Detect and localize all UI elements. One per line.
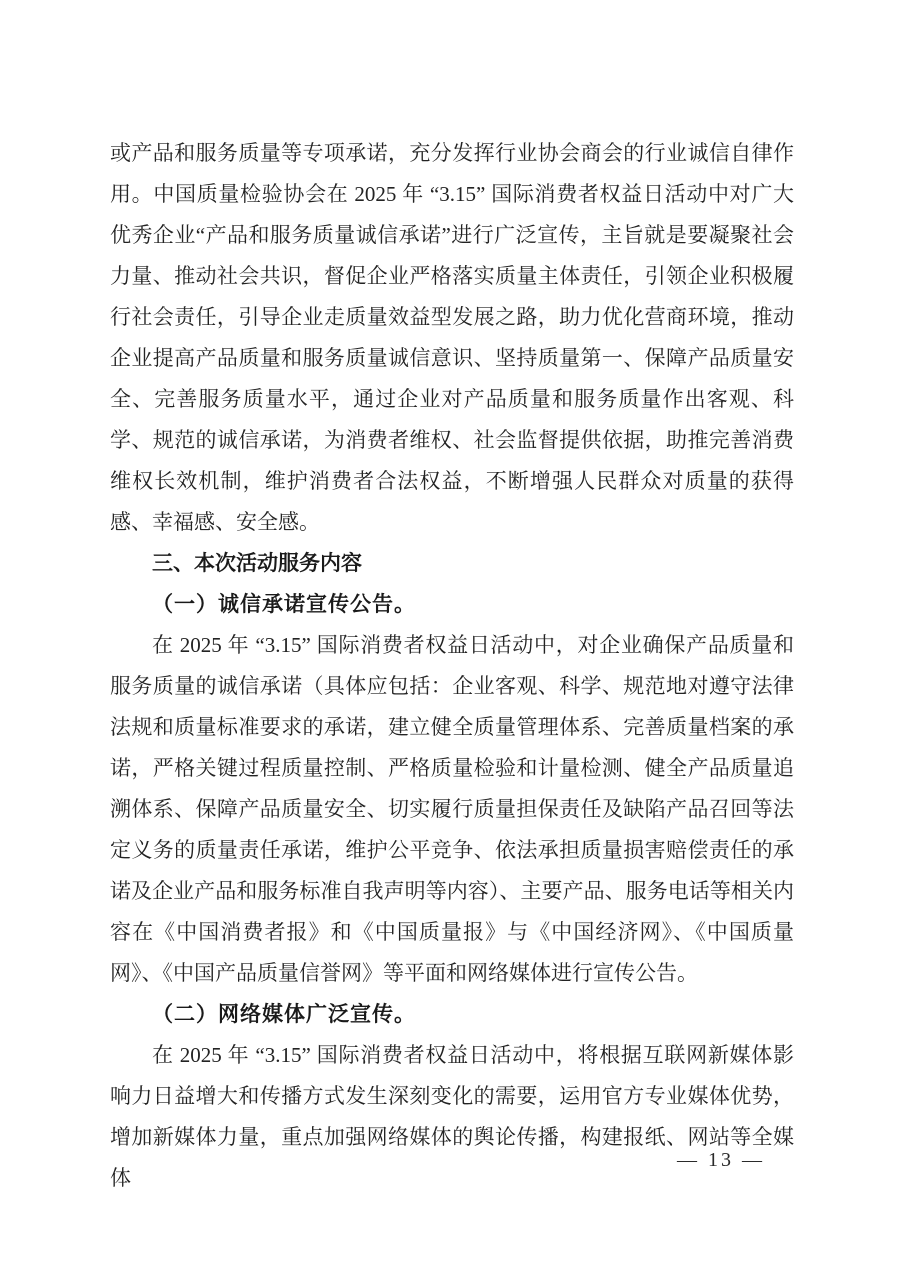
section-heading: 三、本次活动服务内容 [152, 552, 362, 575]
sub-item-1-paragraph: 在 2025 年 “3.15” 国际消费者权益日活动中，对企业确保产品质量和服务质量的诚信承诺（具体应包括：企业客观、科学、规范地对遵守法律法规和质量标准要求的承诺，建立健全质量管理体系、完善质量档案的承诺，严格关键过程质量控制、严格质量检验和计量检测、健全产品质量追溯体系、保障产品质量安全、切实履行质量担保责任及缺陷产品召回等法定义务的质量责任承诺，维护公平竞争、依法承担质量损害赔偿责任的承诺及企业产品和服务标准自我声明等内容）、主要产品、服务电话等相关内容在《中国消费者报》和《中国质量报》与《中国经济网》、《中国质量网》、《中国产品质量信誉网》等平面和网络媒体进行宣传公告。 [110, 633, 794, 985]
sub-item-1-heading: （一）诚信承诺宣传公告。 [152, 592, 416, 616]
page-number: — 13 — [677, 1149, 765, 1171]
continuation-paragraph: 或产品和服务质量等专项承诺，充分发挥行业协会商会的行业诚信自律作用。中国质量检验协会在 2025 年 “3.15” 国际消费者权益日活动中对广大优秀企业“产品和服务质量诚信承诺”进行广泛宣传，主旨就是要凝聚社会力量、推动社会共识，督促企业严格落实质量主体责任，引领企业积极履行社会责任，引导企业走质量效益型发展之路，助力优化营商环境，推动企业提高产品质量和服务质量诚信意识、坚持质量第一、保障产品质量安全、完善服务质量水平，通过企业对产品质量和服务质量作出客观、科学、规范的诚信承诺，为消费者维权、社会监督提供依据，助推完善消费维权长效机制，维护消费者合法权益，不断增强人民群众对质量的获得感、幸福感、安全感。 [110, 141, 794, 534]
sub-item-2-paragraph: 在 2025 年 “3.15” 国际消费者权益日活动中，将根据互联网新媒体影响力日益增大和传播方式发生深刻变化的需要，运用官方专业媒体优势，增加新媒体力量，重点加强网络媒体的舆论传播，构建报纸、网站等全媒体 [110, 1043, 794, 1190]
document-body [110, 133, 794, 1199]
sub-item-2-heading: （二）网络媒体广泛宣传。 [152, 1002, 416, 1026]
